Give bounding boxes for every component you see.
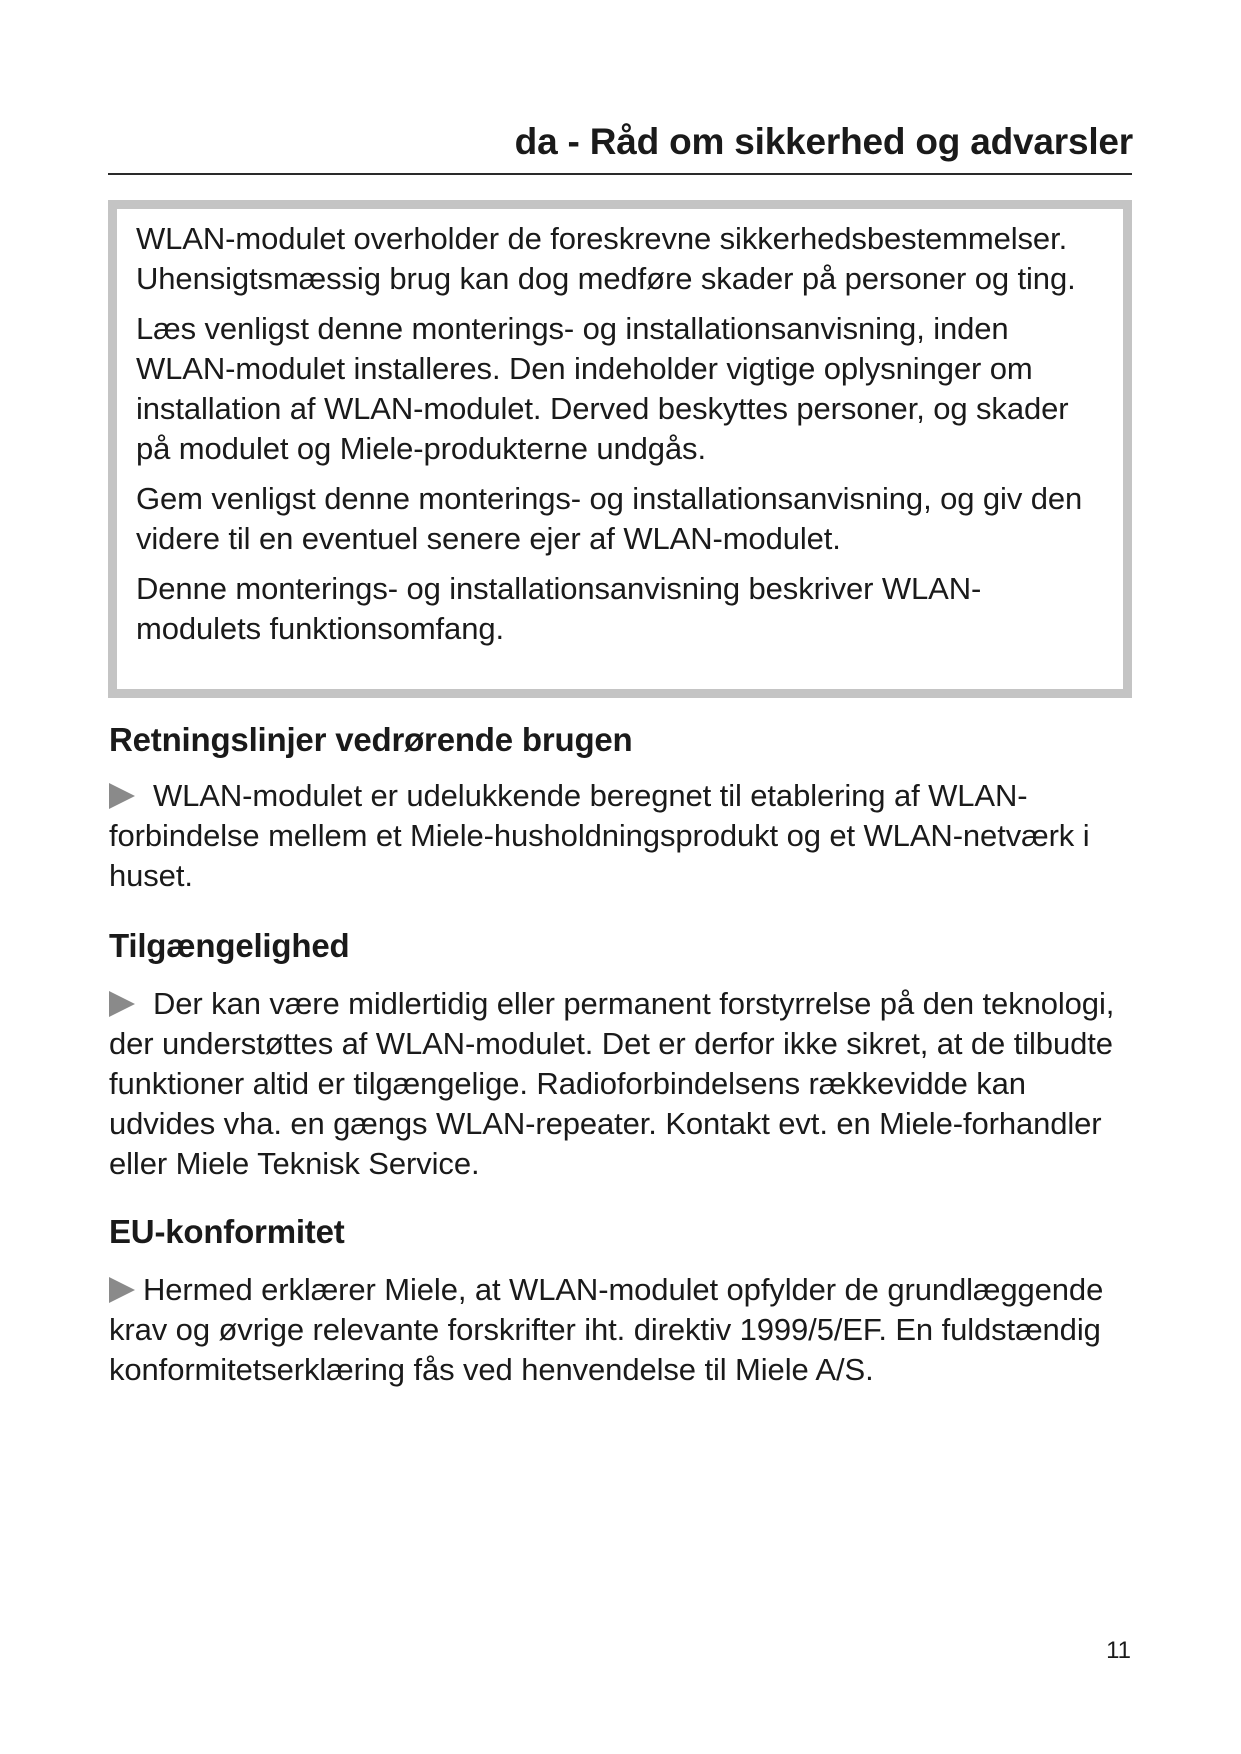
section-body-eu-conformity	[109, 1270, 1139, 1390]
section-heading-availability: Tilgængelighed	[109, 927, 350, 964]
safety-notice-box	[108, 200, 1132, 698]
section-body-usage	[109, 776, 1139, 896]
triangle-bullet-icon	[109, 783, 135, 809]
section-heading-eu-conformity: EU-konformitet	[109, 1213, 345, 1250]
header-divider	[108, 173, 1132, 175]
notice-paragraph: Læs venligst denne monterings- og installationsanvisning, inden WLAN-modulet installeres. Den indeholder vigtige oplysninger om installation af WLAN-modulet. Derved beskyttes personer, og skader på modulet og Miele-produkterne undgås.	[136, 311, 1069, 466]
page-number: 11	[1106, 1637, 1131, 1664]
section-body-availability	[109, 984, 1139, 1184]
triangle-bullet-icon	[109, 991, 135, 1017]
section-text: Der kan være midlertidig eller permanent forstyrrelse på den teknologi, der understøttes af WLAN-modulet. Det er derfor ikke sikret, at de tilbudte funktioner altid er tilgængelige. Radioforbindelsens rækkevidde kan udvides vha. en gængs WLAN-repeater. Kontakt evt. en Miele-forhandler eller Miele Teknisk Service.	[109, 986, 1115, 1181]
section-text: WLAN-modulet er udelukkende beregnet til etablering af WLAN-forbindelse mellem et Miele-husholdningsprodukt og et WLAN-netværk i huset.	[109, 778, 1090, 893]
page-header-title: da - Råd om sikkerhed og advarsler	[514, 121, 1133, 162]
triangle-bullet-icon	[109, 1277, 135, 1303]
section-text: Hermed erklærer Miele, at WLAN-modulet opfylder de grundlæggende krav og øvrige relevante forskrifter iht. direktiv 1999/5/EF. En fuldstændig konformitetserklæring fås ved henvendelse til Miele A/S.	[109, 1272, 1104, 1387]
notice-paragraph: WLAN-modulet overholder de foreskrevne sikkerhedsbestemmelser. Uhensigtsmæssig brug kan dog medføre skader på personer og ting.	[136, 221, 1076, 296]
notice-paragraph: Denne monterings- og installationsanvisning beskriver WLAN-modulets funktionsomfang.	[136, 571, 982, 646]
notice-paragraph: Gem venligst denne monterings- og installationsanvisning, og giv den videre til en eventuel senere ejer af WLAN-modulet.	[136, 481, 1083, 556]
section-heading-usage: Retningslinjer vedrørende brugen	[109, 721, 633, 758]
